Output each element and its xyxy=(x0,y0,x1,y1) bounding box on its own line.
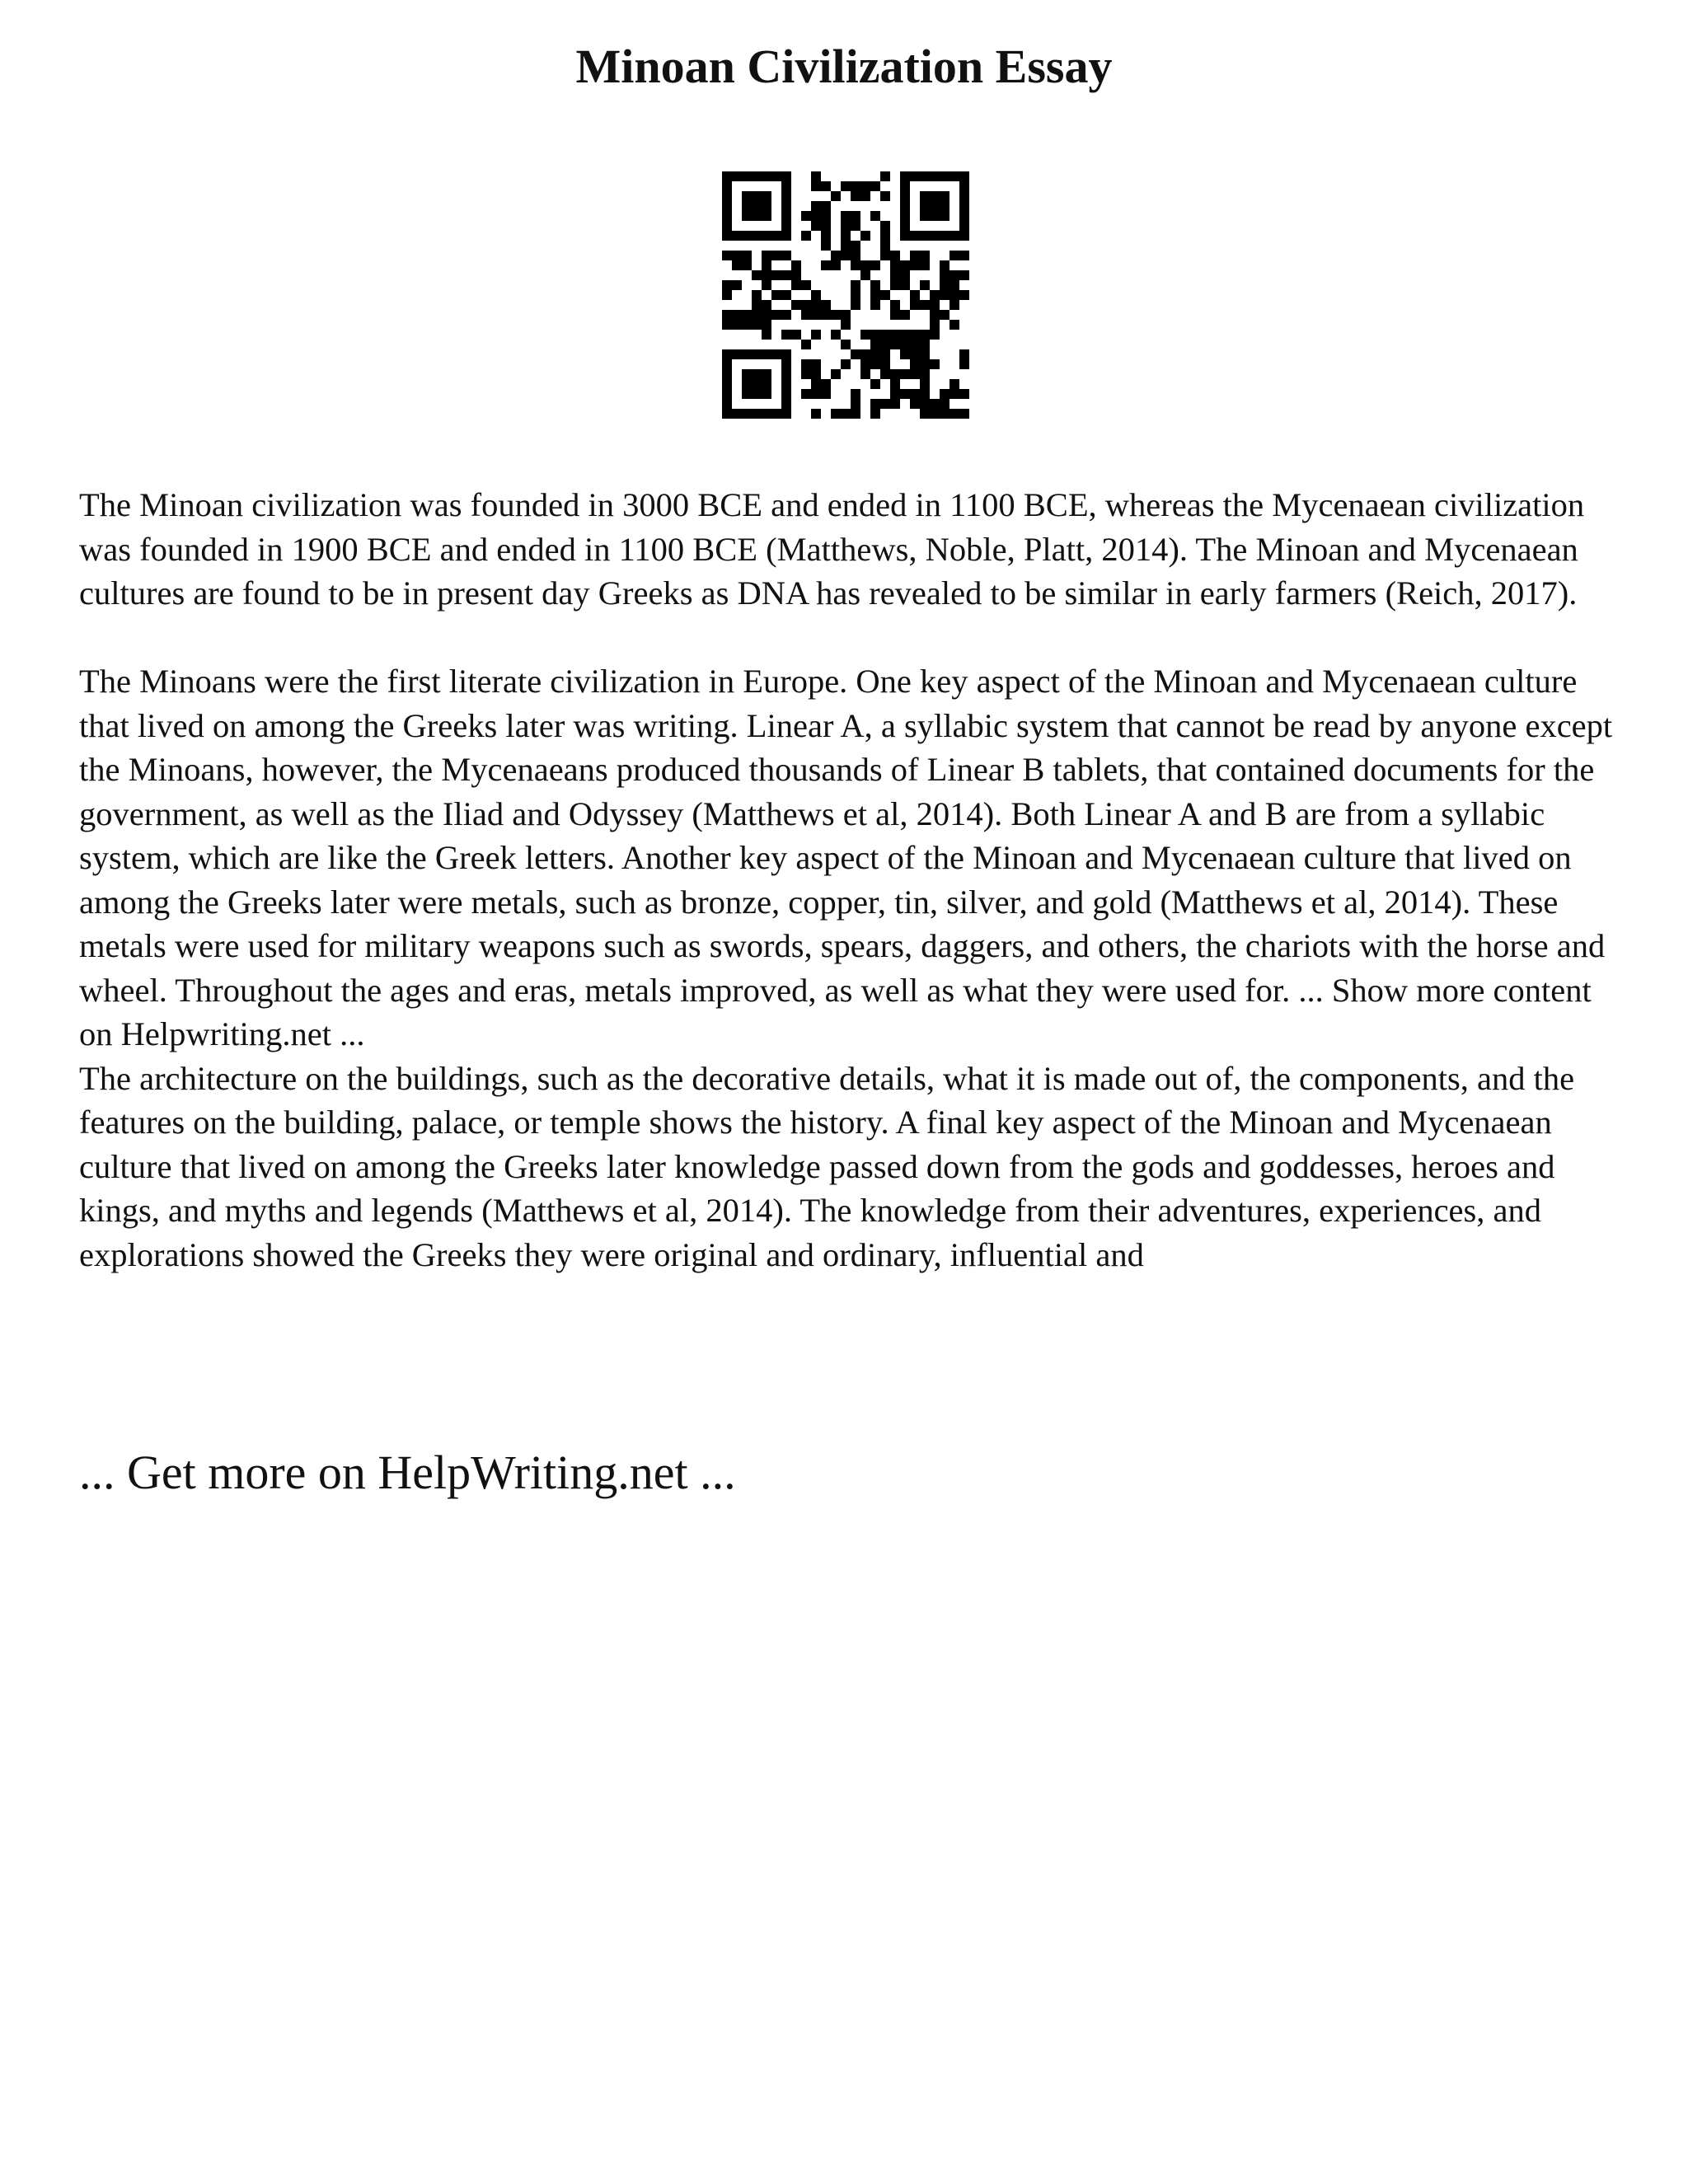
qr-code-graphic xyxy=(722,171,969,419)
get-more-link[interactable]: ... Get more on HelpWriting.net ... xyxy=(79,1446,736,1499)
qr-code-icon xyxy=(722,171,969,419)
paragraph-architecture: The architecture on the buildings, such as the decorative details, what it is made out of, the components, and the features on the building, palace, or temple shows the history. A final key aspect of the Minoan and Mycenaean culture that lived on among the Greeks later knowledge passed down from the gods and goddesses, heroes and kings, and myths and legends (Matthews et al, 2014). The knowledge from their adventures, experiences, and explorations showed the Greeks they were original and ordinary, influential and xyxy=(79,1059,1575,1273)
page-title: Minoan Civilization Essay xyxy=(575,40,1113,93)
essay-body xyxy=(79,483,1629,1277)
paragraph-spacer xyxy=(79,616,1629,660)
paragraph-writing-metals: The Minoans were the first literate civilization in Europe. One key aspect of the Minoan and Mycenaean culture that lived on among the Greeks later was writing. Linear A, a syllabic system that cannot be read by anyone except the Minoans, however, the Mycenaeans produced thousands of Linear B tablets, that contained documents for the government, as well as the Iliad and Odyssey (Matthews et al, 2014). Both Linear A and B are from a syllabic system, which are like the Greek letters. Another key aspect of the Minoan and Mycenaean culture that lived on among the Greeks later were metals, such as bronze, copper, tin, silver, and gold (Matthews et al, 2014). These metals were used for military weapons such as swords, spears, daggers, and others, the chariots with the horse and wheel. Throughout the ages and eras, metals improved, as well as what they were used for. ... Show more content on Helpwriting.net ... xyxy=(79,663,1613,1052)
paragraph-intro: The Minoan civilization was founded in 3000 BCE and ended in 1100 BCE, whereas the Mycenaean civilization was founded in 1900 BCE and ended in 1100 BCE (Matthews, Noble, Platt, 2014). The Minoan and Mycenaean cultures are found to be in present day Greeks as DNA has revealed to be similar in early farmers (Reich, 2017). xyxy=(79,486,1585,612)
